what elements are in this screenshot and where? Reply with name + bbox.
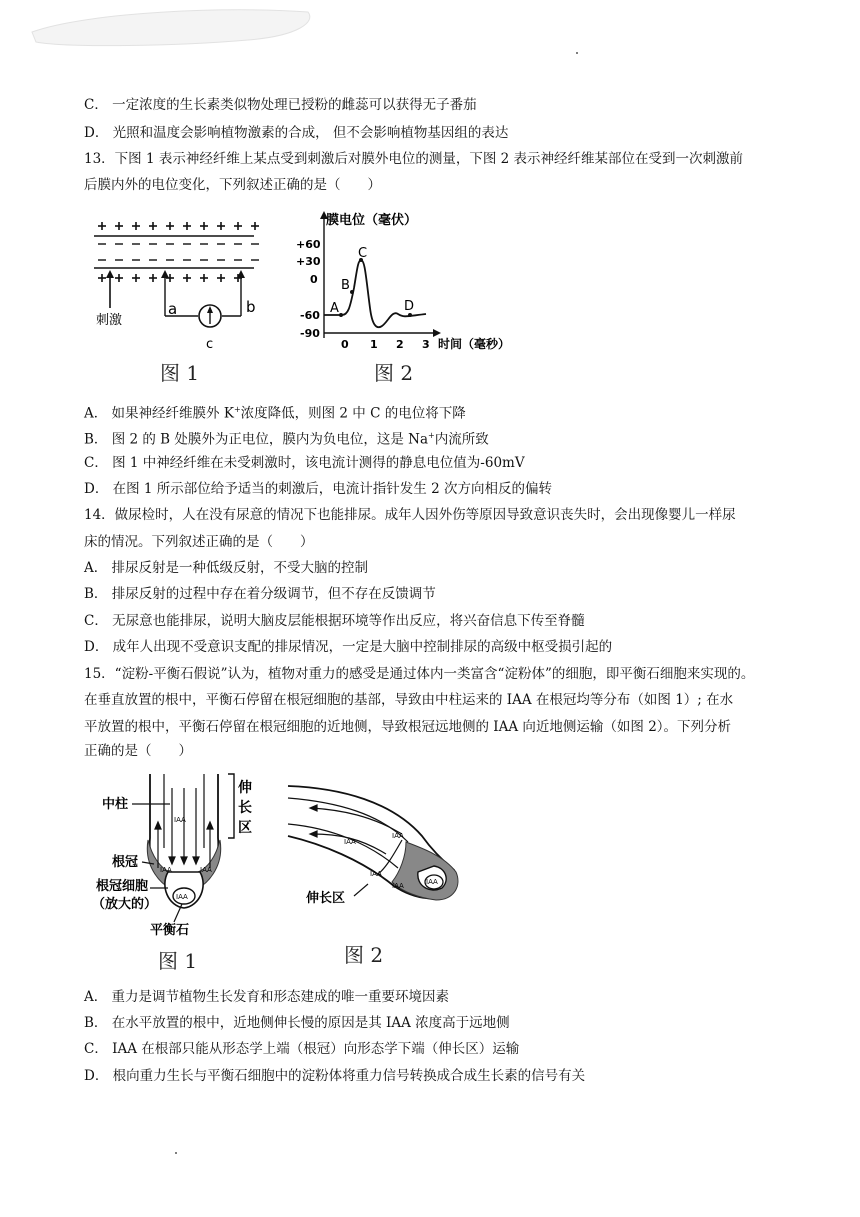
q13-figure-1: [88, 212, 278, 392]
q13-option-c: C． 图 1 中神经纤维在未受刺激时，该电流计测得的静息电位值为-60mV: [84, 455, 525, 471]
scan-dot: [175, 1152, 177, 1154]
potential-curve: [324, 260, 426, 327]
galvanometer-label: c: [206, 337, 214, 352]
point-b: [350, 290, 354, 294]
electrode-b-label: b: [246, 298, 256, 316]
q15-figure-1: [88, 768, 278, 978]
q13-option-d: D． 在图 1 所示部位给予适当的刺激后，电流计指针发生 2 次方向相反的偏转: [84, 481, 552, 497]
iaa-label: IAA: [370, 870, 382, 878]
x-tick: 1: [370, 338, 378, 351]
q14-option-d: D． 成年人出现不受意识支配的排尿情况，一定是大脑中控制排尿的高级中枢受损引起的: [84, 639, 613, 655]
q15-option-a: A． 重力是调节植物生长发育和形态建成的唯一重要环境因素: [84, 989, 450, 1005]
q15-option-b: B． 在水平放置的根中，近地侧伸长慢的原因是其 IAA 浓度高于远地侧: [84, 1015, 510, 1031]
electrode-a-label: a: [168, 300, 178, 318]
iaa-label: IAA: [426, 878, 438, 886]
y-tick: -60: [300, 309, 320, 322]
q15-stem-line3: 平放置的根中，平衡石停留在根冠细胞的近地侧，导致根冠远地侧的 IAA 向近地侧运输（如图 2）。下列分析: [84, 719, 732, 735]
q13-option-b: B． 图 2 的 B 处膜外为正电位，膜内为负电位，这是 Na+内流所致: [84, 431, 489, 448]
iaa-label: IAA: [392, 832, 404, 840]
q12-option-c: C． 一定浓度的生长素类似物处理已授粉的雌蕊可以获得无子番茄: [84, 97, 477, 113]
root-cap-cell-label: 根冠细胞: [96, 879, 149, 894]
q15-figure-1-caption: 图 1: [158, 949, 198, 973]
iaa-label: IAA: [174, 816, 186, 824]
stimulus-label: 刺激: [96, 313, 123, 328]
q14-stem-line1: 14．做尿检时，人在没有尿意的情况下也能排尿。成年人因外伤等原因导致意识丧失时，会出现像婴儿一样尿: [84, 507, 736, 523]
q15-figure-2-caption: 图 2: [344, 943, 384, 967]
q15-figure-2: [282, 776, 472, 976]
y-axis-label: 膜电位（毫伏）: [326, 213, 418, 228]
elongation-label-2: 长: [238, 800, 252, 816]
y-tick: +60: [296, 238, 321, 251]
elongation-label-1: 伸: [238, 780, 252, 796]
q15-option-d: D． 根向重力生长与平衡石细胞中的淀粉体将重力信号转换成合成生长素的信号有关: [84, 1068, 586, 1084]
q15-option-c: C． IAA 在根部只能从形态学上端（根冠）向形态学下端（伸长区）运输: [84, 1041, 520, 1057]
figure-1-caption: 图 1: [160, 361, 200, 385]
q14-option-b: B． 排尿反射的过程中存在着分级调节，但不存在反馈调节: [84, 586, 436, 602]
magnified-label: （放大的）: [92, 897, 158, 912]
iaa-label: IAA: [200, 866, 212, 874]
point-b-label: B: [341, 278, 350, 293]
iaa-label: IAA: [176, 893, 188, 901]
scan-dot: [576, 52, 578, 54]
q13-stem-line1: 13．下图 1 表示神经纤维上某点受到刺激后对膜外电位的测量，下图 2 表示神经纤维某部位在受到一次刺激前: [84, 151, 744, 167]
iaa-label: IAA: [344, 838, 356, 846]
x-axis-label: 时间（毫秒）: [438, 337, 511, 351]
y-tick: -90: [300, 327, 320, 340]
q15-stem-line1: 15．“淀粉-平衡石假说”认为，植物对重力的感受是通过体内一类富含“淀粉体”的细胞，即平衡石细胞来实现的。: [84, 666, 755, 682]
q13-figure-2: [292, 208, 522, 392]
q14-option-a: A． 排尿反射是一种低级反射，不受大脑的控制: [84, 560, 369, 576]
point-c-label: C: [358, 246, 368, 261]
q14-stem-line2: 床的情况。下列叙述正确的是（ ）: [84, 534, 314, 550]
elongation-label-3: 区: [238, 820, 252, 836]
q12-option-d: D． 光照和温度会影响植物激素的合成， 但不会影响植物基因组的表达: [84, 125, 509, 141]
scan-smear: [28, 2, 318, 50]
iaa-label: IAA: [160, 866, 172, 874]
x-tick: 3: [422, 338, 430, 351]
point-d-label: D: [404, 299, 415, 314]
point-a: [339, 313, 343, 317]
stele-label: 中柱: [102, 797, 129, 812]
x-tick: 2: [396, 338, 404, 351]
figure-2-caption: 图 2: [374, 361, 414, 385]
elongation-zone-label: 伸长区: [306, 891, 346, 906]
root-cap-label: 根冠: [112, 855, 139, 870]
q13-stem-line2: 后膜内外的电位变化，下列叙述正确的是（ ）: [84, 177, 381, 193]
q14-option-c: C． 无尿意也能排尿，说明大脑皮层能根据环境等作出反应，将兴奋信息下传至脊髓: [84, 613, 585, 629]
statolith-label: 平衡石: [150, 923, 190, 938]
q13-option-a: A． 如果神经纤维膜外 K+浓度降低，则图 2 中 C 的电位将下降: [84, 405, 466, 422]
y-tick: +30: [296, 255, 321, 268]
q15-stem-line2: 在垂直放置的根中，平衡石停留在根冠细胞的基部，导致由中柱运来的 IAA 在根冠均等分布（如图 1）; 在水: [84, 692, 734, 708]
x-tick: 0: [341, 338, 349, 351]
iaa-label: IAA: [392, 882, 404, 890]
point-a-label: A: [330, 301, 339, 316]
y-tick: 0: [310, 273, 318, 286]
q15-stem-line4: 正确的是（ ）: [84, 743, 192, 759]
